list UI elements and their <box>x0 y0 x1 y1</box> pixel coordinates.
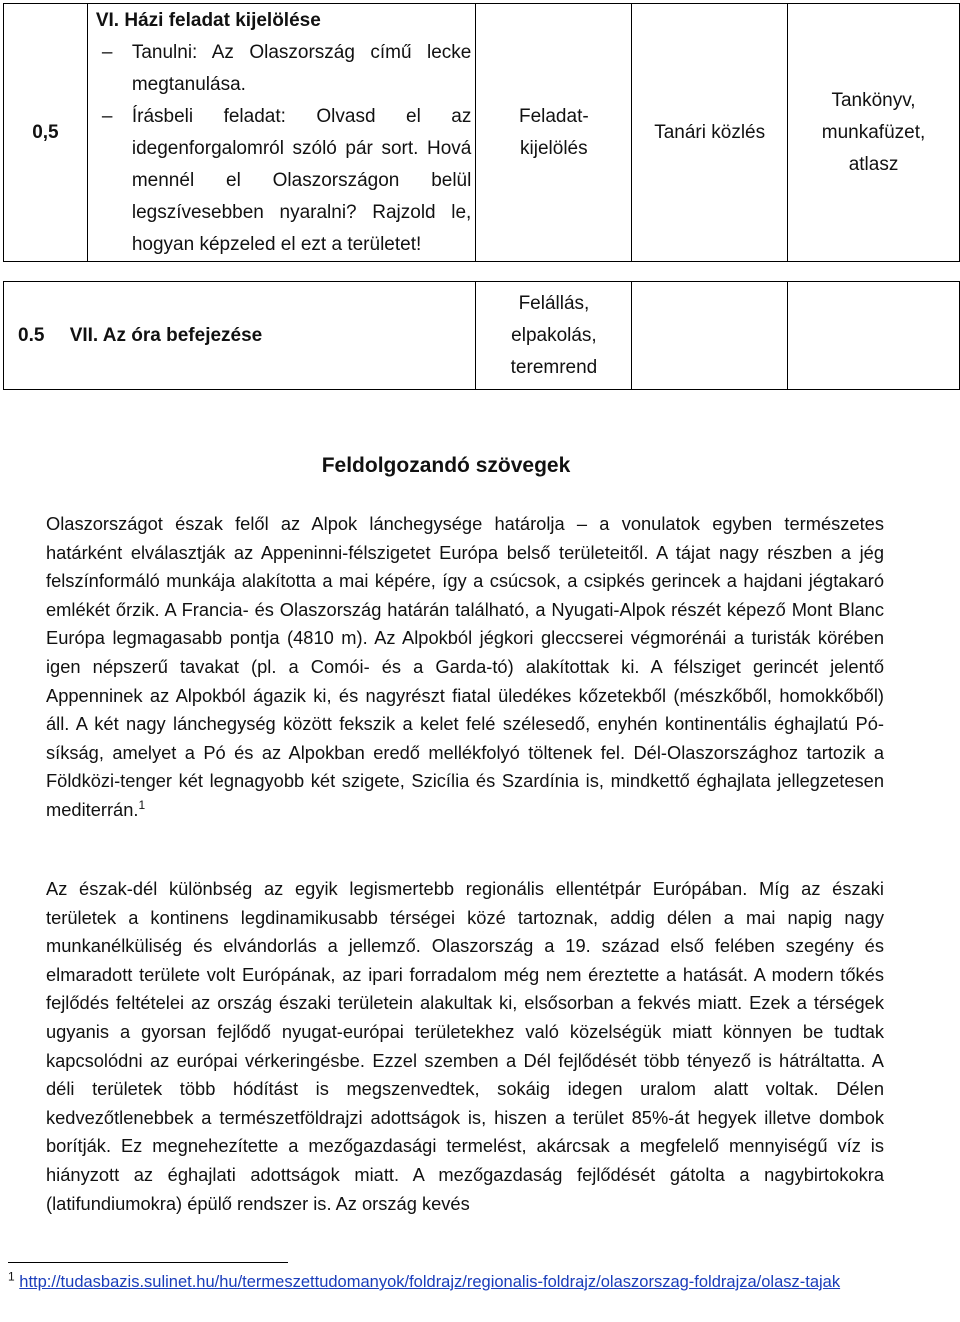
lesson-plan-row-homework <box>4 4 960 262</box>
footnote <box>8 1270 908 1295</box>
footnote-link[interactable]: http://tudasbazis.sulinet.hu/hu/termeszettudomanyok/foldrajz/regionalis-foldrajz/olaszorszag-foldrajza/olasz-tajak <box>19 1273 841 1291</box>
method-cell: Feladat-kijelölés <box>476 4 632 262</box>
activity-cell <box>87 4 476 262</box>
paragraph-text: Olaszországot észak felől az Alpok lánchegysége határolja – a vonulatok egyben természetes határként elválasztják az Appeninni-félszigetet Európa belső területeitől. A tájat nagy részben a jég felszínformáló munkája alakította a mai képére, így a csúcsok, a csipkés gerincek a hajdani jégtakaró emlékét őrzik. A Francia- és Olaszország határán található, a Nyugati-Alpok részét képező Mont Blanc Európa legmagasabb pontja (4810 m). Az Alpokból jégkori gleccserei végmorénái a turisták körében igen népszerű tavakat (pl. a Comói- és a Garda-tó) alakítottak ki. A félsziget gerincét jelentő Appenninek az Alpokból ágazik ki, és nagyrészt fiatal üledékes kőzetekből (mészkőből, homokkőből) áll. A két nagy lánchegység között fekszik a kelet felé szélesedő, enyhén kontinentális éghajlatú Pó-síkság, amelyet a Pó és az Alpokban eredő mellékfolyó töltenek fel. Dél-Olaszországhoz tartozik a Földközi-tenger két legnagyobb két szigete, Szicília és Szardínia is, mindkettő éghajlata jellegzetesen mediterrán. <box>46 513 884 820</box>
activity-cell <box>4 282 476 390</box>
lesson-plan-table-closing <box>3 281 960 390</box>
section-title: VII. Az óra befejezése <box>69 324 263 346</box>
task-list <box>96 37 472 261</box>
task-item: – Írásbeli feladat: Olvasd el az idegenforgalomról szóló pár sort. Hová mennél el Olaszországon belül legszívesebben nyaralni? Rajzold le, hogyan képzeled el ezt a területet! <box>96 101 472 261</box>
footnote-divider <box>8 1262 288 1263</box>
tools-cell: Tankönyv, munkafüzet, atlasz <box>788 4 960 262</box>
method-cell: Felállás, elpakolás, teremrend <box>476 282 632 390</box>
form-cell: Tanári közlés <box>632 4 788 262</box>
form-cell <box>632 282 788 390</box>
lesson-plan-row-closing <box>4 282 960 390</box>
section-heading: Feldolgozandó szövegek <box>321 454 571 477</box>
text-paragraph-2 <box>8 875 884 1218</box>
paragraph-text: Az észak-dél különbség az egyik legismertebb regionális ellentétpár Európában. Míg az északi területek a kontinens legdinamikusabb térségei közé tartoznak, addig délen a mai napig nagy munkanélküliség és elvándorlás a jellemző. Olaszország a 19. század első felében szegény és elmaradott területe volt Európának, az ipari forradalom még nem éreztette a hatását. A modern tőkés fejlődés feltételei az ország északi területein alakultak ki, elsősorban a fekvés miatt. Ezek a térségek ugyanis a gyorsan fejlődő nyugat-európai területekhez való közelségük miatt könnyen be tudtak kapcsolódni az európai vérkeringésbe. Ezzel szemben a Dél fejlődését több tényező is hátráltatta. A déli területek több hódítást is megszenvedtek, sokáig idegen uralom alatt voltak. Délen kedvezőtlenebbek a természetföldrajzi adottságok is, hiszen a terület 85%-át hegyek illetve dombok borítják. Ez megnehezítette a mezőgazdasági termelést, akárcsak a megfelelő mennyiségű víz is hiányzott az éghajlati adottságok miatt. A mezőgazdaság fejlődését gátolta a nagybirtokokra (latifundiumokra) épülő rendszer is. Az ország kevés <box>46 878 884 1214</box>
task-item: – Tanulni: Az Olaszország című lecke megtanulása. <box>96 37 472 101</box>
time-cell: 0.5 <box>18 324 45 346</box>
paragraph-number <box>8 875 46 904</box>
footnote-reference[interactable]: 1 <box>138 797 146 812</box>
section-title: VI. Házi feladat kijelölése <box>95 10 321 31</box>
paragraph-number <box>8 510 46 539</box>
lesson-plan-table-homework <box>3 3 960 262</box>
time-cell: 0,5 <box>4 4 88 262</box>
text-paragraph-1 <box>8 510 884 825</box>
tools-cell <box>788 282 960 390</box>
footnote-marker: 1 <box>8 1269 15 1284</box>
